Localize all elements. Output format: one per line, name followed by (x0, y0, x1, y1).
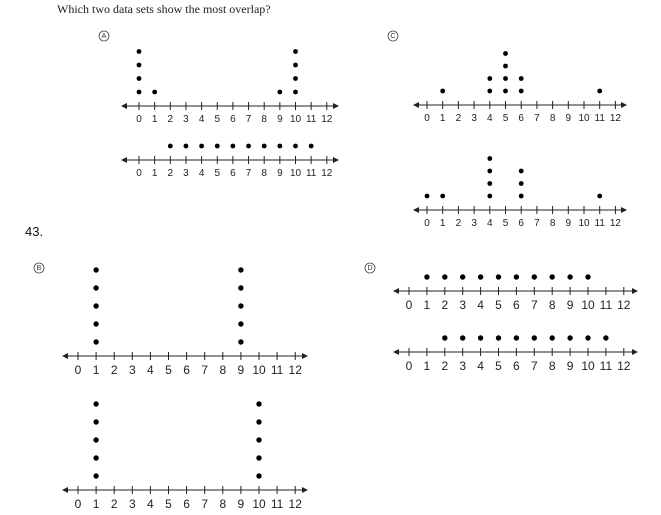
option-b-bottom-tick-label: 8 (219, 497, 227, 511)
option-d-bottom-dot (603, 335, 608, 340)
option-c-bottom-dot (487, 156, 492, 161)
option-b-bottom-tick-label: 9 (237, 497, 245, 511)
option-a-bottom-tick-label: 6 (230, 168, 236, 179)
option-d-top-dot (460, 274, 465, 279)
option-a-top-tick-label: 5 (214, 114, 221, 125)
option-b-bottom-dot (93, 419, 98, 424)
option-d-bottom-tick-label: 5 (495, 359, 502, 373)
option-b-top-tick-label: 11 (270, 363, 284, 377)
option-c-bottom-dot (597, 194, 602, 199)
option-d-bottom-dot (460, 335, 465, 340)
option-c-top-tick-label: 7 (534, 113, 540, 124)
option-c-top-dot (597, 89, 602, 94)
option-c-top-tick-label: 10 (578, 113, 590, 124)
option-a-top-tick-label: 4 (198, 114, 205, 125)
option-c-top-dot (440, 89, 445, 94)
option-a-bottom-dot (246, 144, 251, 149)
option-a-bottom-tick-label: 10 (289, 168, 302, 179)
option-d-top-tick-label: 12 (617, 298, 631, 312)
option-c-bottom-left-arrow (413, 207, 419, 213)
option-b-bottom-dot (93, 473, 98, 478)
option-d-top-dot (585, 274, 590, 279)
option-d-top-left-arrow (393, 288, 399, 294)
option-a-top-dot (293, 76, 298, 81)
option-c-letter: C (390, 33, 396, 40)
option-d-top-tick-label: 2 (441, 298, 449, 312)
option-c-top-dot (487, 89, 492, 94)
option-c-top-tick-label: 3 (471, 113, 477, 124)
option-c-top-tick-label: 9 (565, 113, 572, 124)
option-d-bottom-tick-label: 7 (530, 359, 538, 373)
option-a-bottom-tick-label: 3 (183, 168, 189, 179)
option-a-top-dot (137, 76, 142, 81)
option-b-bottom-tick-label: 4 (147, 497, 154, 511)
option-d-bottom-tick-label: 12 (617, 359, 631, 373)
option-b-top-tick-label: 3 (128, 363, 136, 377)
option-b-top-tick-label: 1 (92, 363, 100, 377)
option-a-top-dot (293, 49, 298, 54)
option-d-bottom-tick-label: 10 (581, 359, 595, 373)
option-d-top-tick-label: 6 (513, 298, 520, 312)
option-a-top-dot (152, 90, 157, 95)
option-d-top-dot (478, 274, 483, 279)
option-b-top-dot (93, 339, 98, 344)
option-d-bottom-dot (585, 335, 590, 340)
option-c-bottom-tick-label: 10 (578, 218, 590, 229)
option-a-top-dot (137, 63, 142, 68)
option-a-bottom-dot (215, 144, 220, 149)
option-a-bottom-left-arrow (121, 157, 127, 163)
option-c-top-tick-label: 1 (439, 113, 446, 124)
option-c-top-dot (503, 89, 508, 94)
option-b-bottom-dot (93, 401, 98, 406)
option-d-bottom-dot (550, 335, 555, 340)
option-b-bottom-tick-label: 10 (252, 497, 266, 511)
option-c-bottom-dot (487, 181, 492, 186)
option-a-bottom-tick-label: 2 (167, 168, 174, 179)
option-a-top-tick-label: 6 (230, 114, 236, 125)
option-d-bottom-dot (514, 335, 519, 340)
option-a-top-dot (293, 63, 298, 68)
option-d-top-dot (532, 274, 537, 279)
option-b-top-dot (238, 321, 243, 326)
option-a-top-tick-label: 3 (183, 114, 189, 125)
option-d-top-dot (514, 274, 519, 279)
option-d-bottom-tick-label: 11 (599, 359, 613, 373)
option-b-top-tick-label: 0 (74, 363, 82, 377)
option-b-bottom-tick-label: 0 (74, 497, 82, 511)
option-a-top-dot (137, 90, 142, 95)
option-b-bottom-dot (256, 419, 261, 424)
option-b-top-tick-label: 7 (201, 363, 209, 377)
option-d-top-dot (442, 274, 447, 279)
option-b-top-tick-label: 10 (252, 363, 266, 377)
option-b-bottom-tick-label: 3 (128, 497, 136, 511)
option-b-top-dot (93, 303, 98, 308)
option-d-top-dot (550, 274, 555, 279)
option-c-top-dot (503, 76, 508, 81)
option-d-bottom-dot (567, 335, 572, 340)
option-b-bottom-left-arrow (62, 487, 68, 493)
option-d-top-tick-label: 4 (477, 298, 484, 312)
option-d-bottom-dot (496, 335, 501, 340)
option-b-bottom-dot (93, 437, 98, 442)
option-d-bottom-left-arrow (393, 349, 399, 355)
option-c-top-tick-label: 2 (455, 113, 462, 124)
option-c-top-dot (519, 89, 524, 94)
option-a-bottom-right-arrow (333, 157, 339, 163)
option-a-bottom-dot (309, 144, 314, 149)
option-a-top-dot (137, 49, 142, 54)
option-c-top-dot (503, 51, 508, 56)
option-c-bottom-tick-label: 2 (455, 218, 462, 229)
option-c-bottom-tick-label: 6 (518, 218, 524, 229)
option-c-top-tick-label: 8 (549, 113, 556, 124)
option-b-top-dot (238, 303, 243, 308)
option-a-bottom-tick-label: 8 (261, 168, 267, 179)
option-b-bottom-tick-label: 11 (270, 497, 284, 511)
option-b-top-tick-label: 12 (288, 363, 302, 377)
option-d-bottom-tick-label: 9 (566, 359, 574, 373)
option-b-bottom-dot (256, 401, 261, 406)
option-c-bottom-dot (487, 169, 492, 174)
option-a-bottom-dot (184, 144, 189, 149)
option-a-bottom-tick-label: 11 (305, 168, 317, 179)
option-c-top-left-arrow (413, 102, 419, 108)
option-a-bottom-tick-label: 5 (214, 168, 221, 179)
option-d-bottom-tick-label: 1 (423, 359, 431, 373)
option-a-top-tick-label: 10 (289, 114, 302, 125)
option-b-top-tick-label: 9 (237, 363, 245, 377)
option-b-bottom-dot (93, 455, 98, 460)
option-b-bottom-dot (256, 473, 261, 478)
option-a-bottom-dot (293, 144, 298, 149)
option-a-top-tick-label: 8 (261, 114, 267, 125)
option-d-bottom-dot (442, 335, 447, 340)
question-text: Which two data sets show the most overlap? (57, 2, 271, 16)
option-c-bottom-tick-label: 11 (594, 218, 605, 229)
option-d-bottom-tick-label: 8 (548, 359, 556, 373)
option-d-bottom-tick-label: 3 (459, 359, 467, 373)
option-c-top-tick-label: 11 (594, 113, 605, 124)
option-b-top-dot (238, 267, 243, 272)
option-b-bottom-dot (256, 455, 261, 460)
option-b-top-dot (238, 339, 243, 344)
option-b-top-tick-label: 6 (183, 363, 190, 377)
option-b-top-dot (238, 285, 243, 290)
option-c-top-tick-label: 6 (518, 113, 524, 124)
option-b-top-dot (93, 321, 98, 326)
option-d-top-tick-label: 7 (530, 298, 538, 312)
option-c-bottom-dot (487, 194, 492, 199)
option-d-bottom-dot (478, 335, 483, 340)
option-a-bottom-tick-label: 1 (151, 168, 158, 179)
option-d-top-tick-label: 0 (405, 298, 413, 312)
option-b-letter: B (36, 265, 42, 272)
option-c-top-right-arrow (621, 102, 627, 108)
option-b-bottom-tick-label: 1 (92, 497, 100, 511)
option-b-bottom-dot (256, 437, 261, 442)
option-c-bottom-dot (519, 169, 524, 174)
option-a-top-tick-label: 1 (151, 114, 158, 125)
option-d-bottom-tick-label: 2 (441, 359, 449, 373)
option-c-bottom-right-arrow (621, 207, 627, 213)
option-d-top-tick-label: 9 (566, 298, 574, 312)
option-b-top-tick-label: 8 (219, 363, 227, 377)
option-c-top-tick-label: 4 (487, 113, 493, 124)
option-c-bottom-dot (440, 194, 445, 199)
option-a-bottom-dot (168, 144, 173, 149)
option-a-letter: A (101, 33, 107, 40)
option-d-top-right-arrow (632, 288, 638, 294)
option-a-top-tick-label: 11 (305, 114, 317, 125)
option-c-bottom-dot (519, 194, 524, 199)
option-c-top-tick-label: 5 (502, 113, 509, 124)
option-d-top-tick-label: 11 (599, 298, 613, 312)
option-a-bottom-dot (262, 144, 267, 149)
option-b-top-right-arrow (302, 353, 308, 359)
option-a-top-tick-label: 12 (321, 114, 333, 125)
option-c-bottom-tick-label: 9 (565, 218, 572, 229)
option-d-top-dot (424, 274, 429, 279)
option-a-bottom-tick-label: 4 (198, 168, 205, 179)
option-c-bottom-tick-label: 3 (471, 218, 477, 229)
option-d-top-tick-label: 5 (495, 298, 502, 312)
option-b-top-dot (93, 267, 98, 272)
option-b-bottom-tick-label: 2 (110, 497, 118, 511)
option-d-top-tick-label: 8 (548, 298, 556, 312)
option-c-bottom-tick-label: 1 (439, 218, 446, 229)
option-d-top-tick-label: 3 (459, 298, 467, 312)
option-c-top-tick-label: 12 (609, 113, 621, 124)
option-b-bottom-tick-label: 5 (165, 497, 172, 511)
option-c-top-dot (487, 76, 492, 81)
option-a-bottom-tick-label: 7 (245, 168, 252, 179)
option-a-top-tick-label: 9 (277, 114, 283, 125)
option-a-bottom-tick-label: 0 (136, 168, 142, 179)
option-c-top-dot (519, 76, 524, 81)
option-a-bottom-tick-label: 12 (321, 168, 333, 179)
option-c-bottom-tick-label: 8 (549, 218, 556, 229)
option-a-top-tick-label: 0 (136, 114, 142, 125)
question-number: 43. (25, 224, 44, 239)
option-b-top-dot (93, 285, 98, 290)
option-a-bottom-tick-label: 9 (277, 168, 283, 179)
option-a-bottom-dot (199, 144, 204, 149)
option-d-top-dot (567, 274, 572, 279)
option-a-top-dot (293, 90, 298, 95)
option-a-bottom-dot (277, 144, 282, 149)
option-b-top-left-arrow (62, 353, 68, 359)
option-c-top-tick-label: 0 (424, 113, 430, 124)
option-c-bottom-dot (425, 194, 430, 199)
option-c-bottom-dot (519, 181, 524, 186)
option-b-bottom-tick-label: 12 (288, 497, 302, 511)
option-b-top-tick-label: 2 (110, 363, 118, 377)
option-d-top-tick-label: 10 (581, 298, 595, 312)
option-b-top-tick-label: 4 (147, 363, 154, 377)
option-d-bottom-tick-label: 4 (477, 359, 484, 373)
option-c-bottom-tick-label: 5 (502, 218, 509, 229)
option-b-bottom-tick-label: 7 (201, 497, 209, 511)
option-c-bottom-tick-label: 7 (534, 218, 540, 229)
option-a-top-left-arrow (121, 103, 127, 109)
option-a-top-dot (277, 90, 282, 95)
option-a-top-right-arrow (333, 103, 339, 109)
option-b-bottom-right-arrow (302, 487, 308, 493)
option-c-bottom-tick-label: 4 (487, 218, 493, 229)
option-a-top-tick-label: 7 (245, 114, 252, 125)
option-d-bottom-tick-label: 6 (513, 359, 520, 373)
option-a-top-tick-label: 2 (167, 114, 174, 125)
option-d-letter: D (367, 265, 373, 272)
option-c-bottom-tick-label: 0 (424, 218, 430, 229)
option-d-bottom-right-arrow (632, 349, 638, 355)
option-c-top-dot (503, 64, 508, 69)
option-d-top-dot (496, 274, 501, 279)
option-d-bottom-tick-label: 0 (405, 359, 413, 373)
option-d-top-tick-label: 1 (423, 298, 431, 312)
option-d-bottom-dot (532, 335, 537, 340)
option-b-bottom-tick-label: 6 (183, 497, 190, 511)
option-a-bottom-dot (231, 144, 236, 149)
option-b-top-tick-label: 5 (165, 363, 172, 377)
option-c-bottom-tick-label: 12 (609, 218, 621, 229)
